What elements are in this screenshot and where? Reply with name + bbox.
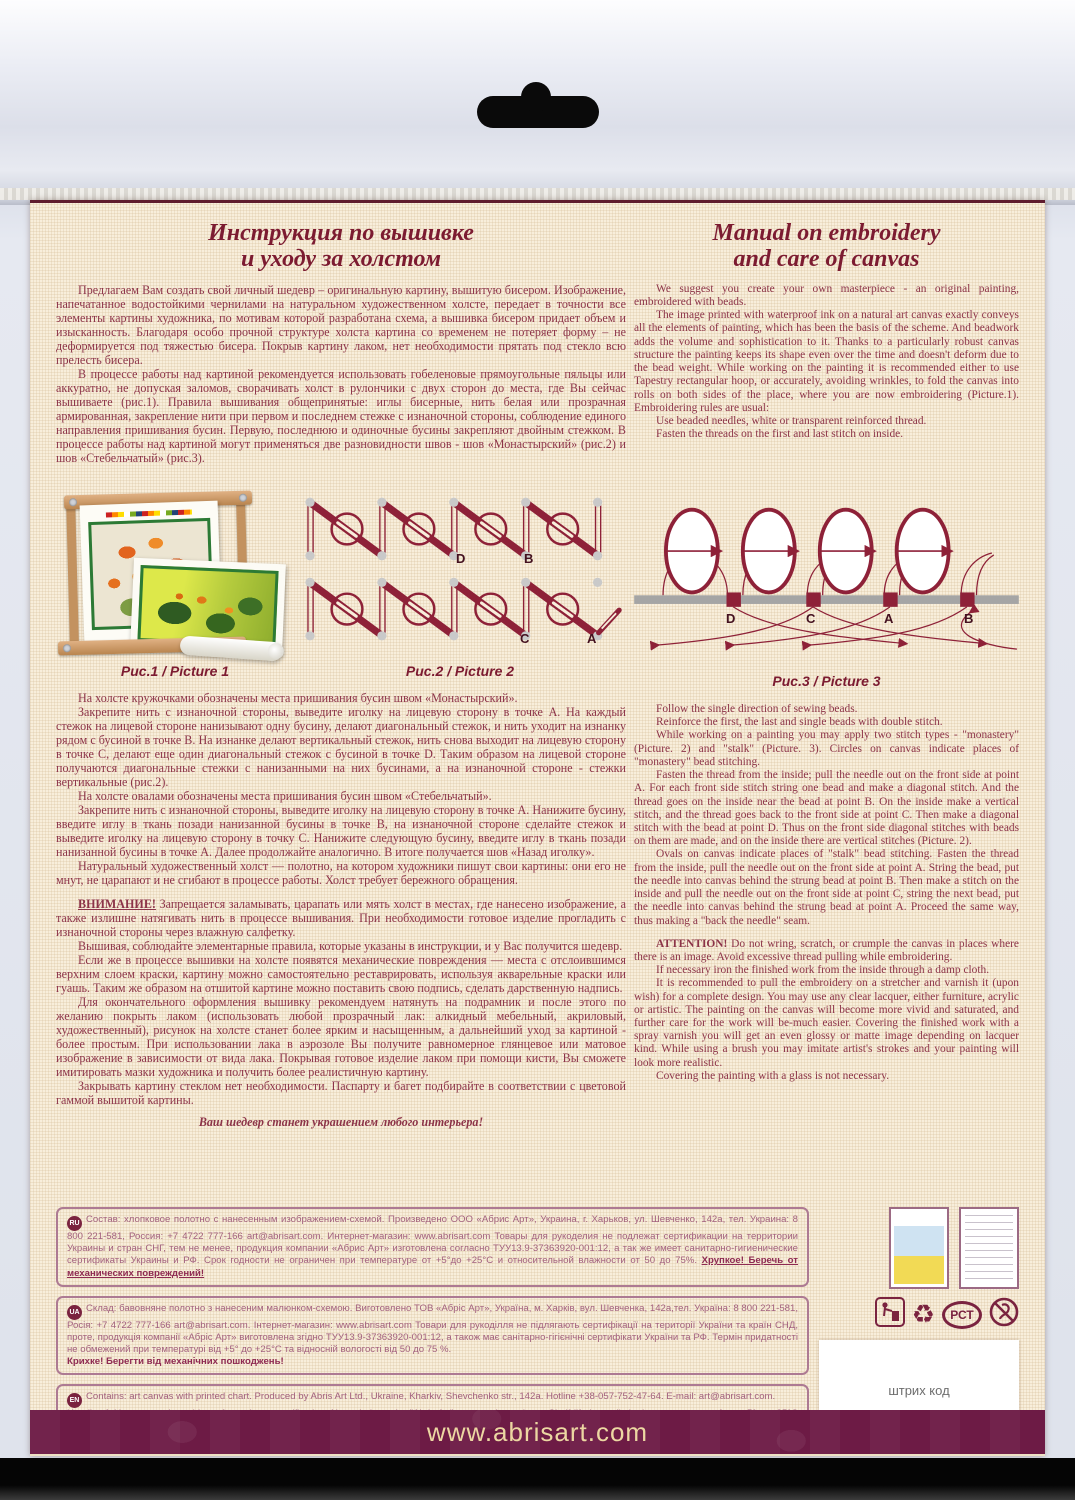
instruction-panel: [30, 200, 1045, 1456]
russian-instructions: [56, 691, 626, 1189]
paragraph: We suggest you create your own masterpiece - an original painting, embroidered with beads.: [634, 282, 1019, 309]
paragraph: Закрывать картину стеклом нет необходимости. Паспарту и багет подбирайте в соответствии с цветовой гаммой вышитой картины.: [56, 1079, 626, 1108]
paragraph: На холсте овалами обозначены места пришивания бусин швом «Стебельчатый».: [78, 789, 492, 804]
photo-bottom-edge: [0, 1458, 1075, 1500]
tapestry-frame-illustration: [56, 491, 294, 661]
info-box-ru: [56, 1207, 809, 1287]
barcode-label: штрих код: [888, 1382, 950, 1398]
tidyman-icon: [875, 1297, 905, 1332]
fragile-warning-ua: Крихке! Берегти від механічних пошкоджень!: [67, 1356, 284, 1368]
certificates: [889, 1207, 1019, 1289]
attention-text: Запрещается заламывать, царапать или мять холст в местах, где нанесено изображение, а также излишне натягивать нить в процессе вышивания. При необходимости готовое изделие прогладить с изнаночной стороны через влажную салфетку.: [56, 897, 626, 940]
russian-title: [56, 221, 626, 273]
title-line: Инструкция по вышивке: [208, 220, 474, 246]
paragraph: Закрепите нить с изнаночной стороны, выведите иголку на лицевую сторону в точке А. На каждый стежок на лицевой стороне нанизывают одну бусину, делают диагональный стежок, и нить уходит на изнанку рядом с бусиной в точке В. На изнанке делают вертикальный стежок, нить снова выходит на лицевую сторону в точке С, делают еще один диагональный стежок с бусиной в точке D. Таким образом на лицевой стороне получаются диагональные стежки с нанизанными на них бусинами, а на изнаночной стороне - стежки вертикальные (рис.2).: [56, 705, 626, 790]
info-text-ua: Склад: бавовняне полотно з нанесеним малюнком-схемою. Виготовлено ТОВ «Абріс Арт», Україна, м. Харків, вул. Шевченка, 142а,тел. Україна: 8 800 221-581, Росія: +7 4722 777-166 art@abrisart.com. Інтернет-магазин: www.abrisart.com Товари для рукоділля не підлягають сертифікації на території України та країн СНД, проте, продукція компанії «Абріс Арт» виготовлена згідно ТУУ13.9-37363920-001:12, а також має санітарно-гігієнічні сертифікати України та РФ. Термін придатності не обмежений при температурі від +5° до +25°С та відносній вологості від 50 до 75 %.: [67, 1302, 798, 1356]
point-label: D: [456, 551, 466, 566]
ua-badge: UA: [67, 1305, 82, 1320]
attention-label: ATTENTION!: [656, 937, 728, 950]
title-line: and care of canvas: [733, 245, 920, 272]
certificate-ua-thumbnail: [889, 1207, 949, 1289]
paragraph: Ovals on canvas indicate places of "stalk" bead stitching. Fasten the thread from the inside, pull the needle out on the front side at point A. String the bead, put the needle into canvas behind the strung bead at point B. Then make a stitch on the inside and pull the needle out on the front side at point C, string the next bead, put the needle into canvas behind the strung bead at point A. Proceed the same way, thus making a "back the needle" seam.: [634, 848, 1019, 927]
paragraph: Fasten the thread from the inside; pull the needle out on the front side at point A. For each front side stitch string one bead and make a diagonal stitch. And the thread goes on the inside near the bead at point B. On the inside make a vertical stitch, and the thread goes back to the front side at point C. Then make a diagonal stitch with the bead at point D. Thus on the front side diagonal stitches with beads on them are made, and on the inside there are vertical stitches (Picture. 2).: [634, 769, 1019, 848]
plastic-bag-header: [0, 0, 1075, 205]
figure-2-block: [294, 491, 626, 687]
english-intro: [634, 217, 1019, 489]
paragraph: It is recommended to pull the embroidery on a stretcher and varnish it (upon wish) for a complete design. You may use any clear lacquer, either furniture, acrylic or artistic. The painting on the canvas will become more vivid and saturated, and further care for the work will be-much easier. Covering the finished work with a spray varnish you will get an even glossy or matte image depending on lacquer kind. While using a brush you may imitate artist's strokes and your painting will look more realistic.: [634, 977, 1019, 1069]
frame-side-left: [66, 497, 79, 647]
paragraph: Use beaded needles, white or transparent reinforced thread.: [656, 415, 927, 427]
figures-row-left: [56, 491, 626, 687]
point-label: D: [726, 611, 736, 626]
attention-text: Do not wring, scratch, or crumple the canvas in places where there is an image. Avoid excessive thread pulling while embroidering.: [634, 937, 1019, 963]
paragraph: While working on a painting you may apply two stitch types - "monastery" (Picture. 2) and "stalk" (Picture. 3). Circles on canvas indicate places of "monastery" bead stitching.: [634, 729, 1019, 768]
figures-row-right: [634, 503, 1019, 699]
paragraph: Reinforce the first, the last and single beads with double stitch.: [656, 716, 943, 729]
point-label: B: [964, 611, 974, 626]
english-column: [634, 217, 1019, 1201]
english-title: [634, 221, 1019, 273]
stalk-stitch-svg: [634, 503, 1019, 653]
paragraph: Если же в процессе вышивки на холсте появятся механические повреждения — места с отслоившимся верхним слоем краски, картину можно самостоятельно реставрировать, используя акварельные краски или гуашь. Таким же образом на отшитой картине можно поставить свою подпись, сделать дарственную надпись.: [56, 953, 626, 996]
no-hook-prohibition-icon: [989, 1297, 1019, 1332]
attention-paragraph: [56, 897, 626, 939]
russian-finale: Ваш шедевр станет украшением любого интерьера!: [198, 1115, 484, 1130]
paragraph: Предлагаем Вам создать свой личный шедевр – оригинальную картину, вышитую бисером. Изображение, напечатанное водостойкими чернилами на натуральном художественном холсте, передает в точности все элементы картины художника, по мотивам которой разработана схема, а вышивка бисером придает объем и изысканность. Благодаря особо прочной структуре холста картина со временем не потеряет форму – не деформируется под тяжестью бисера. Покрыв картину лаком, нет необходимости прятать под стекло всю прелесть бисера.: [56, 282, 626, 367]
paragraph: If necessary iron the finished work from the inside through a damp cloth.: [656, 964, 990, 977]
packaging-icons: [875, 1297, 1019, 1332]
monastery-stitch-svg: [296, 491, 626, 643]
paragraph: Натуральный художественный холст — полотно, на котором художники пишут свои картины: они его не мнут, не царапают и не сгибают в процессе работы. Холст требует бережного обращения.: [56, 859, 626, 888]
russian-column: [56, 217, 626, 1201]
nasturtium-print: [137, 565, 278, 647]
info-text-en-1: Contains: art canvas with printed chart. Produced by Abris Art Ltd., Ukraine, Kharkiv, Shevchenko str., 142a. Hotline +38-057-752-47-64. E-mail: art@abrisart.com.: [86, 1391, 776, 1403]
attention-paragraph: [634, 938, 1019, 964]
paragraph: Fasten the threads on the first and last stitch on inside.: [656, 428, 904, 441]
english-instructions: [634, 703, 1019, 1201]
paragraph: Follow the single direction of sewing beads.: [656, 703, 858, 715]
figure-1-block: [56, 491, 294, 687]
recycle-icon: ♻: [911, 1299, 935, 1330]
figure-3-block: [634, 503, 1019, 689]
euro-slot-hang-hole-icon: [477, 96, 599, 128]
point-label: C: [520, 631, 530, 646]
website-url: www.abrisart.com: [426, 1416, 649, 1447]
russian-intro: [56, 217, 626, 489]
monastery-stitch-diagram: [296, 491, 626, 661]
point-label: A: [587, 631, 597, 646]
en-badge: EN: [67, 1393, 82, 1408]
point-label: A: [884, 611, 894, 626]
paragraph: Covering the painting with a glass is not necessary.: [656, 1069, 890, 1082]
figure-3-caption: Рис.3 / Picture 3: [772, 673, 881, 689]
figure-1-caption: Рис.1 / Picture 1: [120, 663, 230, 679]
paragraph: Вышивая, соблюдайте элементарные правила, которые указаны в инструкции, и у Вас получится шедевр.: [78, 939, 623, 954]
paragraph: На холсте кружочками обозначены места пришивания бусин швом «Монастырский».: [78, 691, 518, 705]
title-line: и уходу за холстом: [240, 245, 442, 272]
paragraph: Для окончательного оформления вышивку рекомендуем натянуть на подрамник и после этого по желанию покрыть лаком (использовать любой прозрачный лак: алкидный мебельный, акриловый, художественный), рисунок на холсте станет более ярким и насыщенным, а дальнейший уход за картиной - более простым. При использовании лака в аэрозоле Вы получите равномерное глянцевое или матовое изображение в зависимости от вида лака. Покрывая готовое изделие лаком при помощи кисти, Вы сможете имитировать мазки художника и получить более реалистичную картину.: [56, 995, 626, 1080]
paragraph: The image printed with waterproof ink on a natural art canvas exactly conveys all the elements of painting, which has been the basis of the scheme. And beadwork adds the volume and sophistication to it. Thanks to a particularly robust canvas structure the painting keeps its shape even over the time and doesn't deform due to the bead weight. While working on the painting it is recommended either to use Tapestry rectangular hoop, or accurately, avoiding wrinkles, to fold the canvas into rolls on both sides of the place, where you are now embroidering (Picture.1). Embroidering rules are usual:: [634, 309, 1019, 414]
color-key-strip: [106, 510, 192, 518]
figure-2-caption: Рис.2 / Picture 2: [405, 663, 515, 679]
info-text-ru: Состав: хлопковое полотно с нанесенным изображением-схемой. Произведено ООО «Абрис Арт», Украина, г. Харьков, ул. Шевченко, 142а, тел. Украина: 8 800 221-581, Россия: +7 4722 777-166 art@abrisart.com. Интернет-магазин: www.abrisart.com Товары для рукоделия не подлежат сертификации на территории Украины и стран СНГ, тем не менее, продукция компании «Абрис Арт» изготовлена согласно ТУУ13.9-37363920-001:12, а так же имеет санитарно-гигиенические сертификаты Украины и РФ. Срок годности не ограничен при температуре от +5°до +25°С и относительной влажности от 50 до 75%.: [67, 1214, 798, 1267]
stalk-stitch-diagram: [634, 503, 1019, 671]
attention-label: ВНИМАНИЕ!: [78, 897, 156, 912]
footer-band: [30, 1410, 1045, 1456]
bag-seam: [0, 188, 1075, 200]
certificate-ru-thumbnail: [959, 1207, 1019, 1289]
title-line: Manual on embroidery: [712, 220, 941, 246]
point-label: C: [806, 611, 816, 626]
paragraph: Закрепите нить с изнаночной стороны, выведите иголку на лицевую сторону в точке А. Нанижите бусину, введите иглу в ткань позади нанизанной бусины в точке В, на изнаночной стороне сделайте стежок и выведите иголку на лицевую сторону в точку С. Нанижите следующую бусину, введите иглу в ткань позади нанизанной бусины в точке А. Далее продолжайте аналогично. В итоге получается шов «Назад иголку».: [56, 803, 626, 860]
point-label: B: [524, 551, 534, 566]
fragile-warning-ru: Хрупкое! Беречь от механических повреждений!: [67, 1255, 798, 1279]
paragraph: В процессе работы над картиной рекомендуется использовать гобеленовые прямоугольные пяльцы или аккуратно, не допуская заломов, сворачивать холст в рулончики с двух сторон до места, где Вы сейчас вышиваете (рис.1). Правила вышивания общепринятые: иглы бисерные, нить белая или прозрачная армированная, закрепление нити при первом и последнем стежке с изнаночной стороны, соблюдение единого направления пришивания бусин. Первую, последнюю и одиночные бусины закрепляют двойным стежком. В процессе работы над картиной могут применяться две разновидности швов - шов «Монастырский» (рис.2) и шов «Стебельчатый» (рис.3).: [56, 366, 626, 465]
pct-certification-icon: РСТ: [942, 1301, 982, 1329]
ru-badge: RU: [67, 1216, 82, 1231]
info-box-ua: [56, 1296, 809, 1376]
